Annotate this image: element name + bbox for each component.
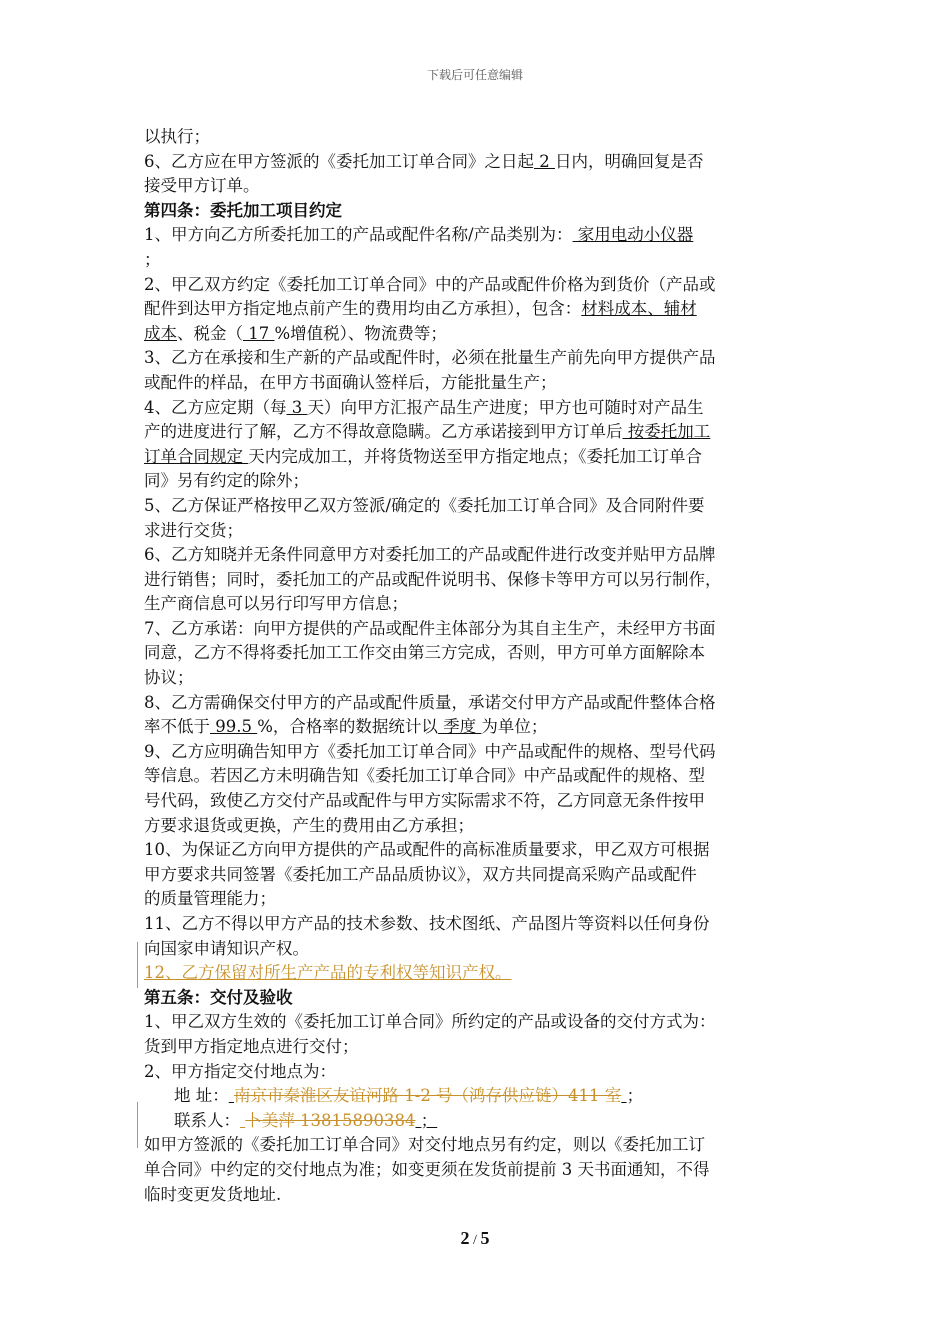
blank-report-days: 3 bbox=[286, 397, 308, 417]
page-number: 2 / 5 bbox=[460, 1228, 490, 1248]
text-line: 1、甲方向乙方所委托加工的产品或配件名称/产品类别为： 家用电动小仪器 bbox=[144, 225, 694, 245]
text-line: 方要求退货或更换，产生的费用由乙方承担； bbox=[144, 815, 474, 835]
address-line: 地 址： 南京市秦淮区友谊河路 1-2 号（鸿存供应链）411 室 ； bbox=[174, 1086, 644, 1106]
text-line: 甲方要求共同签署《委托加工产品品质协议》，双方共同提高采购产品或配件 bbox=[144, 864, 697, 884]
text-line: 2、甲方指定交付地点为： bbox=[144, 1061, 336, 1081]
section-heading: 第五条：交付及验收 bbox=[144, 987, 293, 1007]
page-header: 下载后可任意编辑 bbox=[426, 68, 523, 82]
text-line: 号代码，致使乙方交付产品或配件与甲方实际需求不符，乙方同意无条件按甲 bbox=[144, 791, 705, 811]
text-line: 订单合同规定 天内完成加工，并将货物送至甲方指定地点；《委托加工订单合 bbox=[144, 446, 702, 466]
text-line: 8、乙方需确保交付甲方的产品或配件质量，承诺交付甲方产品或配件整体合格 bbox=[144, 692, 716, 712]
revision-bar bbox=[137, 942, 138, 988]
text-line: 配件到达甲方指定地点前产生的费用均由乙方承担），包含：材料成本、辅材 bbox=[144, 299, 697, 319]
text-line: 4、乙方应定期（每 3 天）向甲方汇报产品生产进度；甲方也可随时对产品生 bbox=[144, 397, 704, 417]
text-line: 1、甲乙双方生效的《委托加工订单合同》所约定的产品或设备的交付方式为： bbox=[144, 1012, 716, 1032]
text-line: 接受甲方订单。 bbox=[144, 176, 260, 196]
section-heading: 第四条：委托加工项目约定 bbox=[144, 200, 342, 220]
text-line: 7、乙方承诺：向甲方提供的产品或配件主体部分为其自主生产，未经甲方书面 bbox=[144, 618, 716, 638]
text-line: 求进行交货； bbox=[144, 520, 243, 540]
text-line: 10、为保证乙方向甲方提供的产品或配件的高标准质量要求，甲乙双方可根据 bbox=[144, 840, 710, 860]
text-line: 9、乙方应明确告知甲方《委托加工订单合同》中产品或配件的规格、型号代码 bbox=[144, 741, 716, 761]
text-line: 3、乙方在承接和生产新的产品或配件时，必须在批量生产前先向甲方提供产品 bbox=[144, 348, 716, 368]
blank-product: 家用电动小仪器 bbox=[572, 225, 694, 245]
text-line: 如甲方签派的《委托加工订单合同》对交付地点另有约定，则以《委托加工订 bbox=[144, 1135, 705, 1155]
blank-pass-rate: 99.5 bbox=[210, 717, 258, 737]
text-line: 等信息。若因乙方未明确告知《委托加工订单合同》中产品或配件的规格、型 bbox=[144, 766, 705, 786]
text-line: 6、乙方应在甲方签派的《委托加工订单合同》之日起 2 日内，明确回复是否 bbox=[144, 151, 704, 171]
text-line: 同》另有约定的除外； bbox=[144, 471, 309, 491]
text-line: ； bbox=[144, 249, 161, 269]
blank-days: 2 bbox=[534, 151, 555, 171]
text-line: 以执行； bbox=[144, 127, 210, 146]
text-line: 11、乙方不得以甲方产品的技术参数、技术图纸、产品图片等资料以任何身份 bbox=[144, 914, 710, 933]
text-line: 成本、税金（ 17 %增值税）、物流费等； bbox=[144, 323, 447, 343]
blank-costs: 材料成本、辅材 bbox=[581, 299, 697, 319]
text-line: 率不低于 99.5 %，合格率的数据统计以 季度 为单位； bbox=[144, 717, 548, 737]
text-line: 进行销售；同时，委托加工的产品或配件说明书、保修卡等甲方可以另行制作， bbox=[144, 569, 722, 589]
text-line: 临时变更发货地址. bbox=[144, 1184, 282, 1204]
revision-bar bbox=[137, 1102, 138, 1148]
blank-tax: 17 bbox=[243, 323, 275, 343]
document-body bbox=[144, 125, 812, 1207]
contact-line: 联系人： 卜美萍 13815890384 ； bbox=[174, 1110, 438, 1130]
text-line: 产的进度进行了解，乙方不得故意隐瞒。乙方承诺接到甲方订单后 按委托加工 bbox=[144, 422, 711, 442]
inserted-revision-line: 12、乙方保留对所生产产品的专利权等知识产权。 bbox=[144, 963, 512, 983]
text-line: 6、乙方知晓并无条件同意甲方对委托加工的产品或配件进行改变并贴甲方品牌 bbox=[144, 545, 716, 565]
text-line: 向国家申请知识产权。 bbox=[144, 938, 309, 958]
text-line: 的质量管理能力； bbox=[144, 889, 276, 909]
deleted-contact: 卜美萍 13815890384 bbox=[245, 1110, 416, 1130]
text-line: 货到甲方指定地点进行交付； bbox=[144, 1036, 359, 1056]
blank-contract: 按委托加工 bbox=[622, 422, 711, 442]
text-line: 单合同》中约定的交付地点为准；如变更须在发货前提前 3 天书面通知，不得 bbox=[144, 1159, 710, 1179]
text-line: 同意，乙方不得将委托加工工作交由第三方完成，否则，甲方可单方面解除本 bbox=[144, 643, 705, 663]
text-line: 2、甲乙双方约定《委托加工订单合同》中的产品或配件价格为到货价（产品或 bbox=[144, 274, 716, 294]
text-line: 协议； bbox=[144, 668, 194, 688]
blank-period: 季度 bbox=[437, 717, 482, 737]
text-line: 5、乙方保证严格按甲乙双方签派/确定的《委托加工订单合同》及合同附件要 bbox=[144, 495, 705, 515]
text-line: 或配件的样品，在甲方书面确认签样后，方能批量生产； bbox=[144, 372, 557, 392]
deleted-address: 南京市秦淮区友谊河路 1-2 号（鸿存供应链）411 室 bbox=[234, 1086, 622, 1106]
text-line: 生产商信息可以另行印写甲方信息； bbox=[144, 594, 408, 614]
